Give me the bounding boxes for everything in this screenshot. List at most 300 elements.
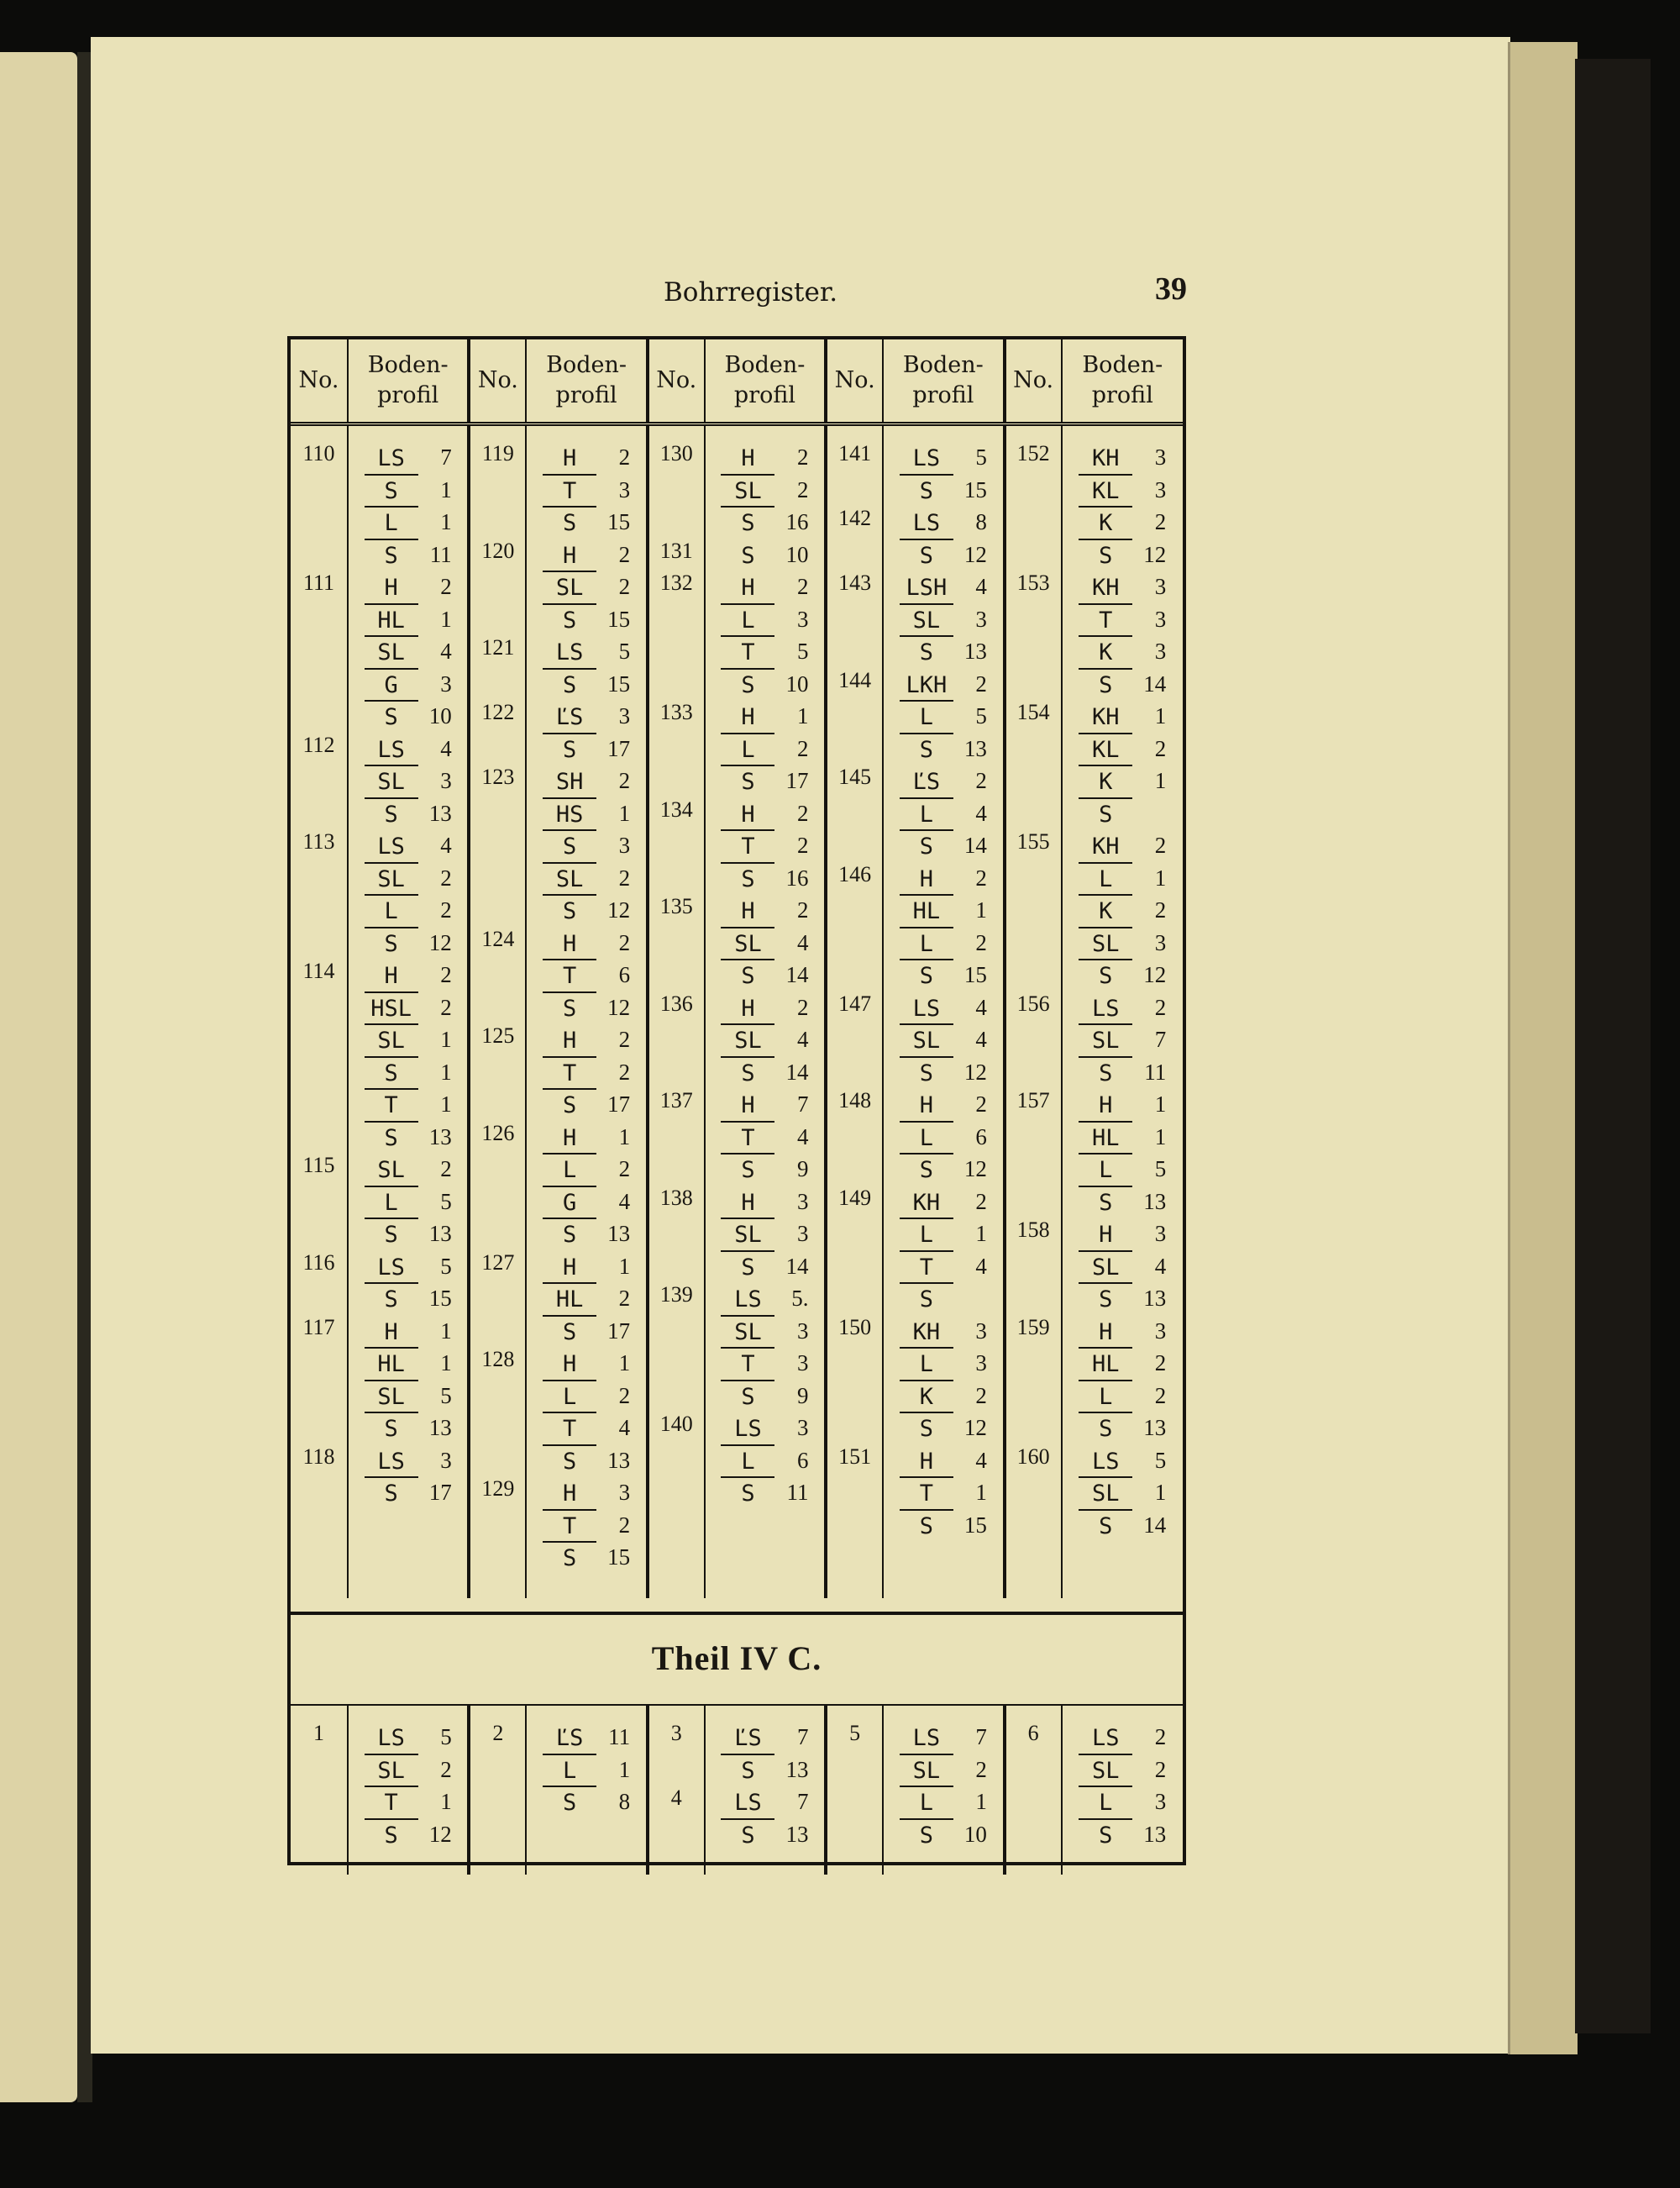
layer-depth: 12 <box>607 897 631 923</box>
running-title: Bohrregister. <box>664 277 838 308</box>
soil-layer <box>349 1476 466 1509</box>
boring-number: 126 <box>481 1120 515 1145</box>
layer-depth: 2 <box>975 1756 987 1782</box>
layer-symbol: SL <box>365 765 418 797</box>
layer-depth: 2 <box>1154 735 1167 761</box>
soil-layer <box>706 991 823 1024</box>
boring-number: 140 <box>659 1412 693 1436</box>
layer-symbol: H <box>384 963 398 989</box>
layer-depth: 2 <box>1154 509 1167 534</box>
soil-layer <box>885 765 1001 797</box>
soil-layer <box>528 1250 644 1283</box>
boring-number: 115 <box>302 1153 335 1177</box>
boring-number: 6 <box>1027 1721 1039 1745</box>
layer-symbol: T <box>543 959 596 991</box>
layer-depth: 14 <box>1143 671 1167 697</box>
layer-depth: 10 <box>785 541 809 567</box>
boring-number: 118 <box>302 1444 335 1469</box>
section-title: Theil IV C. <box>651 1639 822 1677</box>
layer-symbol: S <box>543 1444 596 1477</box>
layer-symbol: S <box>543 991 596 1024</box>
layer-depth: 2 <box>618 1059 631 1085</box>
layer-depth: 3 <box>1154 929 1167 955</box>
layer-depth: 4 <box>796 1123 809 1149</box>
layer-symbol: K <box>1079 635 1132 668</box>
soil-layer <box>706 539 823 571</box>
soil-layer <box>1063 1282 1182 1315</box>
layer-symbol: S <box>365 1218 418 1250</box>
layer-depth: 1 <box>440 1789 452 1814</box>
layer-depth: 2 <box>1154 1724 1167 1749</box>
boring-number: 112 <box>302 732 335 757</box>
layer-symbol: S <box>900 635 953 668</box>
layer-depth: 2 <box>618 444 631 470</box>
layer-depth: 14 <box>963 833 987 858</box>
layer-depth: 5. <box>791 1286 809 1311</box>
soil-layer <box>349 474 466 507</box>
layer-depth: 1 <box>618 1253 631 1279</box>
soil-layer <box>885 1250 1001 1283</box>
soil-layer <box>706 927 823 960</box>
layer-symbol: HL <box>365 603 418 636</box>
soil-layer <box>349 829 466 862</box>
layer-symbol: KL <box>1079 474 1132 507</box>
soil-layer <box>528 1786 644 1818</box>
layer-symbol: S <box>721 506 774 539</box>
layer-depth: 2 <box>440 962 452 987</box>
boring-number: 122 <box>481 700 515 724</box>
layer-depth: 3 <box>1154 1221 1167 1246</box>
layer-symbol: H <box>1099 1318 1113 1345</box>
soil-layer <box>885 1509 1001 1542</box>
layer-symbol: SL <box>365 635 418 668</box>
layer-symbol: S <box>365 1121 418 1154</box>
bodenprofil-column <box>883 424 1004 1599</box>
layer-depth: 4 <box>1154 1253 1167 1279</box>
layer-symbol: L <box>365 894 418 927</box>
layer-depth: 1 <box>440 1091 452 1117</box>
soil-layer <box>528 1380 644 1412</box>
layer-depth: 17 <box>607 1091 631 1117</box>
layer-symbol: H <box>1099 1092 1113 1118</box>
layer-symbol: S <box>543 1541 596 1574</box>
soil-profile <box>1063 1218 1182 1315</box>
soil-layer <box>528 441 644 474</box>
header-bodenprofil: Boden- profil <box>526 339 647 424</box>
layer-depth: 1 <box>440 1318 452 1344</box>
layer-symbol: L <box>900 1786 953 1818</box>
layer-symbol: T <box>543 1412 596 1444</box>
layer-symbol: T <box>543 1509 596 1542</box>
boring-number: 1 <box>313 1721 324 1745</box>
soil-layer <box>349 1023 466 1056</box>
soil-layer <box>885 1315 1001 1348</box>
layer-symbol: S <box>365 474 418 507</box>
soil-layer <box>1063 1476 1182 1509</box>
soil-layer <box>528 862 644 895</box>
layer-symbol: L <box>365 506 418 539</box>
soil-profile <box>706 797 823 895</box>
soil-layer <box>1063 991 1182 1024</box>
layer-depth: 16 <box>785 509 809 534</box>
soil-profile <box>349 1444 466 1509</box>
layer-symbol: S <box>900 959 953 991</box>
soil-layer <box>1063 927 1182 960</box>
layer-depth: 11 <box>608 1724 631 1749</box>
layer-symbol: SL <box>900 1754 953 1786</box>
boring-number: 116 <box>302 1249 335 1275</box>
soil-layer <box>349 1412 466 1444</box>
layer-depth: 1 <box>975 1789 987 1814</box>
layer-depth: 2 <box>618 1027 631 1052</box>
soil-layer <box>706 1282 823 1315</box>
layer-depth: 17 <box>607 1318 631 1344</box>
layer-depth: 14 <box>785 1059 809 1085</box>
soil-layer <box>349 1347 466 1380</box>
soil-layer <box>885 1721 1001 1754</box>
section-body-row <box>291 1706 1183 1875</box>
soil-layer <box>885 959 1001 991</box>
boring-number: 131 <box>659 538 693 563</box>
layer-depth: 3 <box>1154 1789 1167 1814</box>
soil-layer <box>706 1476 823 1509</box>
soil-layer <box>885 1153 1001 1186</box>
soil-layer <box>1063 829 1182 862</box>
book-binding <box>1575 59 1651 2033</box>
bodenprofil-column <box>1062 1706 1183 1875</box>
layer-symbol: T <box>365 1786 418 1818</box>
layer-depth: 11 <box>429 541 452 567</box>
layer-symbol: SL <box>365 1023 418 1056</box>
layer-symbol: LS <box>1092 1725 1120 1751</box>
layer-depth: 5 <box>1154 1156 1167 1181</box>
layer-symbol: K <box>900 1380 953 1412</box>
soil-layer <box>349 862 466 895</box>
layer-symbol: S <box>741 542 755 569</box>
layer-depth: 14 <box>1143 1512 1167 1538</box>
layer-depth: 10 <box>428 703 452 728</box>
boring-number: 136 <box>659 991 693 1016</box>
layer-symbol: S <box>365 927 418 960</box>
layer-symbol: S <box>365 700 418 733</box>
layer-symbol: H <box>741 704 755 730</box>
boring-number: 141 <box>838 441 872 465</box>
layer-symbol: S <box>1079 1186 1132 1218</box>
layer-symbol: LS <box>912 1725 941 1751</box>
soil-layer <box>528 1153 644 1186</box>
soil-layer <box>885 635 1001 668</box>
soil-layer <box>706 474 823 507</box>
layer-symbol: S <box>543 894 596 927</box>
soil-profile <box>706 1786 823 1850</box>
boring-number: 145 <box>838 765 872 789</box>
layer-depth: 3 <box>796 1318 809 1344</box>
layer-symbol: S <box>721 765 774 797</box>
soil-layer <box>528 959 644 991</box>
header-bodenprofil: Boden- profil <box>1062 339 1183 424</box>
layer-depth: 13 <box>607 1447 631 1473</box>
boring-number: 147 <box>838 991 872 1016</box>
soil-profile <box>885 1444 1001 1542</box>
boring-number: 120 <box>481 538 515 563</box>
soil-profile <box>885 668 1001 765</box>
boring-number: 149 <box>838 1185 872 1210</box>
layer-depth: 13 <box>607 1221 631 1246</box>
layer-symbol: H <box>919 1092 933 1118</box>
layer-symbol: S <box>365 1056 418 1089</box>
layer-symbol: S <box>900 1412 953 1444</box>
layer-depth: 14 <box>785 1253 809 1279</box>
layer-symbol: H <box>741 801 755 828</box>
layer-depth: 14 <box>785 962 809 987</box>
layer-symbol: HL <box>900 894 953 927</box>
soil-layer <box>349 441 466 474</box>
layer-symbol: L <box>1079 1380 1132 1412</box>
layer-symbol: S <box>543 829 596 862</box>
layer-depth <box>1132 797 1166 830</box>
boring-number: 152 <box>1016 441 1050 465</box>
soil-layer <box>528 1412 644 1444</box>
soil-profile <box>706 991 823 1089</box>
soil-layer <box>349 797 466 830</box>
layer-symbol: H <box>1099 1222 1113 1248</box>
layer-depth: 7 <box>796 1091 809 1117</box>
layer-symbol: G <box>543 1186 596 1218</box>
layer-depth: 4 <box>975 1027 987 1052</box>
soil-profile <box>349 829 466 959</box>
layer-depth: 13 <box>428 1415 452 1440</box>
layer-symbol: L <box>1079 862 1132 895</box>
soil-layer <box>885 1347 1001 1380</box>
layer-depth: 12 <box>963 1156 987 1181</box>
soil-layer <box>885 603 1001 636</box>
layer-symbol: S <box>900 1282 953 1315</box>
layer-symbol: H <box>562 542 577 569</box>
layer-depth: 3 <box>975 1350 987 1375</box>
layer-depth: 6 <box>796 1447 809 1473</box>
no-column <box>469 424 526 1599</box>
soil-layer <box>885 1186 1001 1218</box>
layer-symbol: H <box>919 1448 933 1475</box>
soil-layer <box>528 668 644 701</box>
layer-symbol: LS <box>1092 995 1120 1022</box>
layer-depth: 2 <box>440 1756 452 1782</box>
layer-depth: 2 <box>1154 1382 1167 1408</box>
boring-number: 110 <box>302 441 335 465</box>
layer-depth: 13 <box>1143 1188 1167 1214</box>
soil-layer <box>1063 668 1182 701</box>
soil-layer <box>528 797 644 830</box>
boring-number: 3 <box>670 1721 682 1745</box>
layer-depth: 11 <box>786 1480 809 1505</box>
layer-symbol: LS <box>734 1286 762 1312</box>
no-column <box>648 1706 705 1875</box>
soil-layer <box>1063 700 1182 733</box>
soil-layer <box>706 1121 823 1154</box>
soil-layer <box>1063 1153 1182 1186</box>
layer-depth: 3 <box>440 671 452 697</box>
layer-depth: 1 <box>1154 1091 1167 1117</box>
layer-depth: 5 <box>440 1188 452 1214</box>
layer-symbol: S <box>365 1476 418 1509</box>
layer-symbol: S <box>1079 959 1132 991</box>
boring-number: 130 <box>659 441 693 465</box>
layer-depth: 7 <box>1154 1027 1167 1052</box>
soil-layer <box>885 506 1001 539</box>
layer-symbol: H <box>919 865 933 892</box>
layer-symbol: H <box>562 1124 577 1151</box>
layer-depth: 2 <box>975 1188 987 1214</box>
layer-depth: 2 <box>440 574 452 599</box>
soil-profile <box>706 1721 823 1786</box>
layer-symbol: SL <box>377 1157 405 1183</box>
layer-depth: 2 <box>1154 833 1167 858</box>
layer-symbol: HSL <box>365 991 418 1024</box>
soil-layer <box>706 441 823 474</box>
layer-symbol: L <box>365 1186 418 1218</box>
boring-number: 142 <box>838 506 872 530</box>
soil-profile <box>1063 829 1182 991</box>
bodenprofil-column <box>883 1706 1004 1875</box>
layer-depth: 1 <box>440 509 452 534</box>
boring-number: 146 <box>838 861 872 886</box>
layer-depth: 4 <box>618 1415 631 1440</box>
bodenprofil-column <box>526 424 647 1599</box>
layer-symbol: S <box>543 506 596 539</box>
layer-symbol: S <box>543 1786 596 1818</box>
layer-symbol: S <box>1079 668 1132 701</box>
layer-depth: 2 <box>975 1091 987 1117</box>
layer-depth: 13 <box>428 1221 452 1246</box>
soil-layer <box>349 1754 466 1786</box>
layer-depth: 4 <box>440 833 452 858</box>
soil-layer <box>885 668 1001 701</box>
layer-symbol: HL <box>1079 1121 1132 1154</box>
soil-layer <box>349 571 466 603</box>
section-divider <box>287 1612 1186 1619</box>
soil-profile <box>528 1476 644 1574</box>
soil-layer <box>528 1218 644 1250</box>
layer-depth: 13 <box>963 639 987 664</box>
soil-layer <box>706 1786 823 1818</box>
layer-depth: 3 <box>1154 444 1167 470</box>
layer-depth: 12 <box>607 994 631 1020</box>
layer-depth: 5 <box>440 1253 452 1279</box>
layer-depth: 2 <box>796 476 809 502</box>
layer-depth: 13 <box>785 1756 809 1782</box>
soil-layer <box>706 1088 823 1121</box>
layer-symbol: SL <box>721 1023 774 1056</box>
soil-layer <box>1063 1818 1182 1851</box>
soil-layer <box>706 1186 823 1218</box>
soil-profile <box>528 1121 644 1250</box>
layer-depth: 5 <box>975 444 987 470</box>
no-column <box>826 1706 883 1875</box>
layer-depth: 1 <box>440 1350 452 1375</box>
layer-depth: 1 <box>975 1221 987 1246</box>
soil-layer <box>1063 1056 1182 1089</box>
layer-depth: 15 <box>963 962 987 987</box>
layer-depth: 2 <box>440 865 452 891</box>
boring-number: 151 <box>838 1444 872 1469</box>
layer-depth: 2 <box>796 897 809 923</box>
soil-profile <box>528 1023 644 1121</box>
soil-profile <box>885 1088 1001 1186</box>
soil-layer <box>706 700 823 733</box>
layer-symbol: HL <box>1079 1347 1132 1380</box>
soil-layer <box>528 1721 644 1754</box>
soil-layer <box>349 1380 466 1412</box>
layer-symbol: KH <box>1092 704 1120 730</box>
layer-depth: 2 <box>618 541 631 567</box>
layer-depth: 2 <box>975 865 987 891</box>
layer-symbol: T <box>721 829 774 862</box>
soil-layer <box>528 700 644 733</box>
boring-number: 114 <box>302 959 335 983</box>
left-page-edge <box>0 52 77 2102</box>
layer-symbol: ĽS <box>734 1725 762 1751</box>
soil-profile <box>706 441 823 539</box>
layer-depth <box>953 1282 987 1315</box>
boring-number: 124 <box>481 926 515 951</box>
layer-symbol: HS <box>543 797 596 830</box>
soil-profile <box>528 700 644 765</box>
layer-depth: 1 <box>618 800 631 826</box>
soil-profile <box>528 1347 644 1476</box>
layer-symbol: ĽS <box>555 704 584 730</box>
layer-symbol: SL <box>1079 1023 1132 1056</box>
soil-layer <box>528 1509 644 1542</box>
page-number: 39 <box>1155 271 1187 307</box>
boring-number: 138 <box>659 1185 693 1210</box>
layer-depth: 3 <box>796 1221 809 1246</box>
soil-profile <box>706 539 823 571</box>
layer-symbol: S <box>543 733 596 765</box>
layer-symbol: LS <box>377 1254 405 1281</box>
layer-depth: 12 <box>963 1415 987 1440</box>
layer-symbol: S <box>543 1218 596 1250</box>
soil-layer <box>528 1444 644 1477</box>
layer-depth: 2 <box>796 574 809 599</box>
soil-profile <box>885 862 1001 991</box>
layer-depth: 3 <box>796 1350 809 1375</box>
soil-layer <box>1063 1315 1182 1348</box>
layer-symbol: SL <box>1079 1754 1132 1786</box>
soil-layer <box>1063 441 1182 474</box>
soil-profile <box>706 1282 823 1412</box>
soil-layer <box>1063 1347 1182 1380</box>
boring-number: 129 <box>481 1476 515 1501</box>
soil-layer <box>706 1818 823 1851</box>
soil-layer <box>706 603 823 636</box>
layer-depth: 9 <box>796 1382 809 1408</box>
layer-symbol: L <box>543 1754 596 1786</box>
layer-symbol: S <box>543 1088 596 1121</box>
layer-symbol: L <box>721 733 774 765</box>
soil-profile <box>349 1250 466 1315</box>
soil-layer <box>706 1315 823 1348</box>
layer-symbol: T <box>543 1056 596 1089</box>
soil-layer <box>1063 1023 1182 1056</box>
layer-symbol: LS <box>377 445 405 471</box>
layer-depth: 13 <box>1143 1286 1167 1311</box>
soil-profile <box>706 571 823 700</box>
layer-symbol: T <box>721 1347 774 1380</box>
layer-symbol: K <box>1079 765 1132 797</box>
layer-depth: 7 <box>975 1724 987 1749</box>
layer-depth: 2 <box>618 929 631 955</box>
layer-symbol: L <box>900 927 953 960</box>
